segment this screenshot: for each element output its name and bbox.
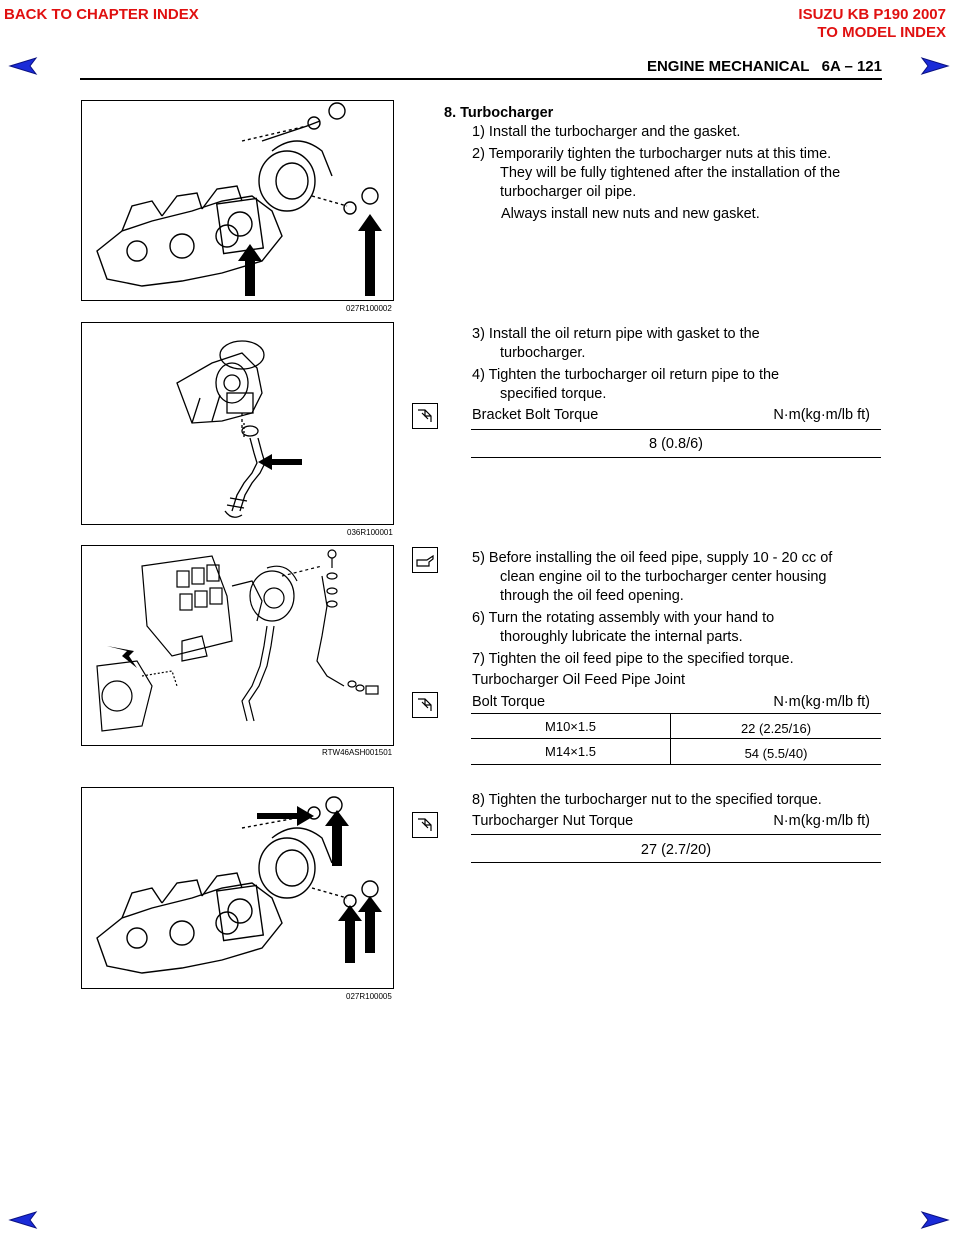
step-6-text-line2: thoroughly lubricate the internal parts. — [500, 629, 743, 645]
oil-return-pipe-drawing — [82, 323, 393, 524]
step-5-text-line3: through the oil feed opening. — [500, 588, 684, 604]
step-7-text: 7) Tighten the oil feed pipe to the specified torque. — [472, 651, 794, 667]
oil-feed-row-2-value: 54 (5.5/40) — [744, 746, 808, 761]
oil-feed-bolt-torque-unit: N·m(kg·m/lb ft) — [773, 694, 870, 710]
step-8-text: 8) Tighten the turbocharger nut to the specified torque. — [472, 792, 822, 808]
table-rule — [471, 834, 881, 835]
bracket-bolt-torque-label: Bracket Bolt Torque — [472, 407, 599, 423]
model-title-link[interactable]: ISUZU KB P190 2007 — [798, 6, 946, 23]
step-5-text: 5) Before installing the oil feed pipe, supply 10 - 20 cc of — [472, 550, 833, 566]
to-model-index-link[interactable]: TO MODEL INDEX — [817, 24, 946, 41]
prev-page-arrow-icon[interactable] — [8, 56, 38, 81]
table-rule — [471, 429, 881, 430]
step-2-text-line2: They will be fully tightened after the installation of the — [500, 165, 841, 181]
step-2-text: 2) Temporarily tighten the turbocharger nuts at this time. — [472, 146, 832, 162]
turbocharger-nut-torque-value: 27 (2.7/20) — [640, 842, 712, 858]
step-4-text: 4) Tighten the turbocharger oil return pipe to the — [472, 367, 780, 383]
table-rule — [471, 457, 881, 458]
next-page-arrow-icon[interactable] — [920, 1210, 950, 1235]
step-4-text-line2: specified torque. — [500, 386, 607, 402]
bracket-bolt-torque-value: 8 (0.8/6) — [649, 436, 703, 452]
oil-feed-row-2-size: M14×1.5 — [545, 744, 596, 759]
page-header-title: ENGINE MECHANICAL 6A – 121 — [646, 58, 882, 75]
next-page-arrow-icon[interactable] — [920, 56, 950, 81]
table-rule — [471, 764, 881, 765]
figure-3-caption: RTW46ASH001501 — [322, 748, 393, 757]
step-2-text-line3: turbocharger oil pipe. — [500, 184, 637, 200]
prev-page-arrow-icon[interactable] — [8, 1210, 38, 1235]
oil-can-icon — [412, 547, 438, 573]
figure-turbocharger-install — [81, 100, 394, 301]
step-3-text-line2: turbocharger. — [500, 345, 586, 361]
step-1-text: 1) Install the turbocharger and the gasket. — [472, 124, 741, 140]
figure-4-caption: 027R100005 — [346, 992, 392, 1001]
table-rule — [471, 713, 881, 714]
torque-wrench-icon — [412, 812, 438, 838]
step-6-text: 6) Turn the rotating assembly with your hand to — [472, 610, 775, 626]
turbocharger-nut-torque-unit: N·m(kg·m/lb ft) — [773, 813, 870, 829]
figure-oil-return-pipe — [81, 322, 394, 525]
figure-1-caption: 027R100002 — [346, 304, 392, 313]
oil-feed-row-1-size: M10×1.5 — [545, 719, 596, 734]
table-rule — [471, 862, 881, 863]
step-3-text: 3) Install the oil return pipe with gasket to the — [472, 326, 760, 342]
bracket-bolt-torque-unit: N·m(kg·m/lb ft) — [773, 407, 870, 423]
figure-oil-feed-pipe — [81, 545, 394, 746]
torque-wrench-icon — [412, 692, 438, 718]
torque-wrench-icon — [412, 403, 438, 429]
table-rule — [471, 738, 881, 739]
oil-feed-pipe-drawing — [82, 546, 393, 745]
oil-feed-table-title: Turbocharger Oil Feed Pipe Joint — [472, 672, 686, 688]
turbocharger-manifold-drawing — [82, 101, 393, 300]
figure-turbocharger-nut — [81, 787, 394, 989]
step-5-text-line2: clean engine oil to the turbocharger center housing — [500, 569, 827, 585]
figure-2-caption: 036R100001 — [347, 528, 393, 537]
turbocharger-nut-drawing — [82, 788, 393, 988]
oil-feed-row-1-value: 22 (2.25/16) — [740, 721, 812, 736]
install-note: Always install new nuts and new gasket. — [501, 206, 760, 222]
back-to-chapter-index-link[interactable]: BACK TO CHAPTER INDEX — [4, 6, 199, 23]
oil-feed-bolt-torque-label: Bolt Torque — [472, 694, 546, 710]
section-8-heading: 8. Turbocharger — [444, 105, 554, 121]
header-rule — [80, 78, 882, 80]
turbocharger-nut-torque-label: Turbocharger Nut Torque — [472, 813, 634, 829]
